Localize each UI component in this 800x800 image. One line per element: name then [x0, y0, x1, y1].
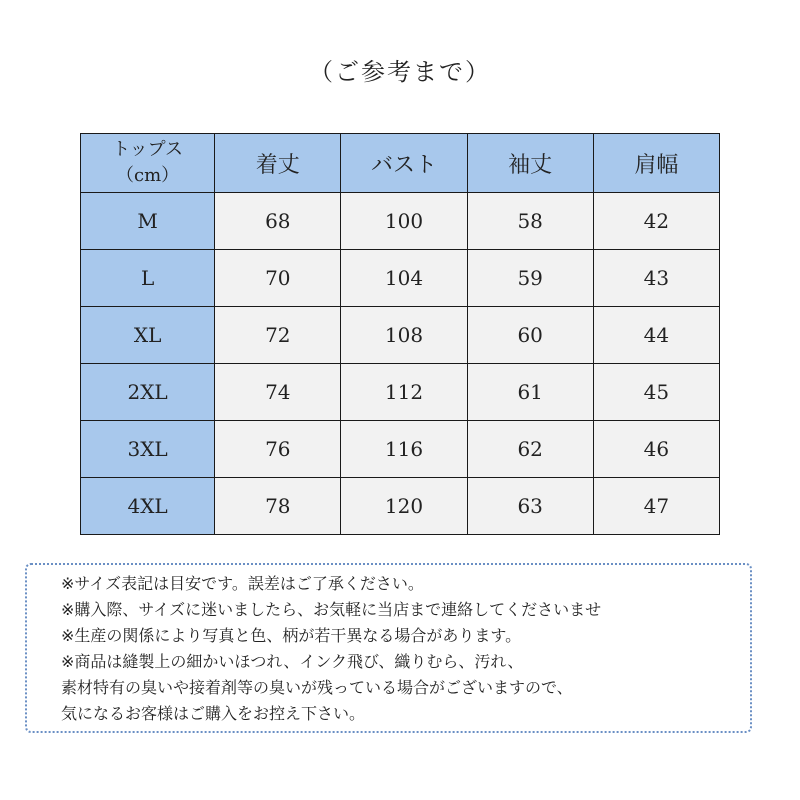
note-line: ※生産の関係により写真と色、柄が若干異なる場合があります。: [61, 626, 522, 645]
table-row: [81, 421, 720, 478]
table-cell: 76: [215, 421, 341, 478]
table-cell: 61: [467, 364, 593, 421]
size-label: L: [81, 250, 215, 307]
table-cell: 58: [467, 193, 593, 250]
table-cell: 112: [341, 364, 467, 421]
header-bust: バスト: [341, 134, 467, 193]
size-label: 2XL: [81, 364, 215, 421]
size-label: 4XL: [81, 478, 215, 535]
table-row: [81, 364, 720, 421]
table-cell: 72: [215, 307, 341, 364]
table-cell: 63: [467, 478, 593, 535]
note-line: 気になるお客様はご購入をお控え下さい。: [61, 704, 366, 723]
table-row: [81, 250, 720, 307]
corner-label-tops: トップス: [112, 139, 183, 160]
note-line: 素材特有の臭いや接着剤等の臭いが残っている場合がございますので、: [61, 678, 573, 697]
table-cell: 70: [215, 250, 341, 307]
table-cell: 78: [215, 478, 341, 535]
table-row: [81, 193, 720, 250]
size-label: M: [81, 193, 215, 250]
table-cell: 42: [593, 193, 719, 250]
table-cell: 74: [215, 364, 341, 421]
corner-label-unit: （cm）: [116, 165, 180, 186]
table-cell: 104: [341, 250, 467, 307]
table-cell: 68: [215, 193, 341, 250]
table-cell: 100: [341, 193, 467, 250]
table-cell: 116: [341, 421, 467, 478]
notes-box: [25, 563, 752, 733]
table-row: [81, 307, 720, 364]
size-label: 3XL: [81, 421, 215, 478]
table-cell: 62: [467, 421, 593, 478]
table-cell: 59: [467, 250, 593, 307]
table-cell: 44: [593, 307, 719, 364]
table-cell: 60: [467, 307, 593, 364]
table-cell: 120: [341, 478, 467, 535]
table-row: [81, 478, 720, 535]
table-cell: 45: [593, 364, 719, 421]
size-label: XL: [81, 307, 215, 364]
table-header-row: [81, 134, 720, 193]
note-line: ※購入際、サイズに迷いましたら、お気軽に当店まで連絡してくださいませ: [61, 600, 602, 619]
header-length: 着丈: [215, 134, 341, 193]
note-line: ※サイズ表記は目安です。誤差はご了承ください。: [61, 574, 424, 593]
note-line: ※商品は縫製上の細かいほつれ、インク飛び、織りむら、汚れ、: [61, 652, 524, 671]
table-cell: 108: [341, 307, 467, 364]
table-cell: 47: [593, 478, 719, 535]
header-shoulder: 肩幅: [593, 134, 719, 193]
header-sleeve: 袖丈: [467, 134, 593, 193]
table-cell: 46: [593, 421, 719, 478]
page-title: （ご参考まで）: [309, 58, 491, 86]
size-table: [80, 133, 720, 535]
table-cell: 43: [593, 250, 719, 307]
table-corner-header: [81, 134, 215, 193]
